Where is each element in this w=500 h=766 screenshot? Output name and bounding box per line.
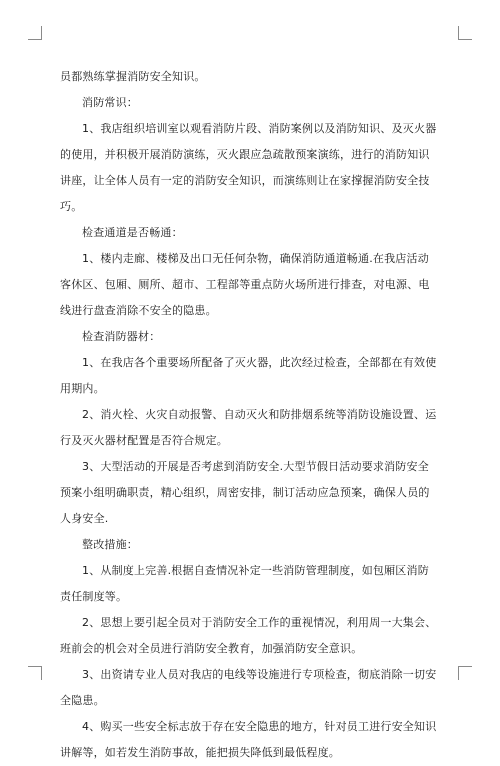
crop-mark-top-right bbox=[458, 26, 472, 40]
paragraph-equipment-item-1: 1、在我店各个重要场所配备了灭火器，此次经过检查，全部都在有效使用期内。 bbox=[60, 356, 437, 395]
paragraph-passage-item-1: 1、楼内走廊、楼梯及出口无任何杂物，确保消防通道畅通.在我店活动客休区、包厢、厕所、超市、工程部等重点防火场所进行排查，对电源、电线进行盘查消除不安全的隐患。 bbox=[60, 252, 430, 317]
heading-passage-check: 检查通道是否畅通： bbox=[82, 226, 183, 239]
paragraph-equipment-item-2: 2、消火栓、火灾自动报警、自动灭火和防排烟系统等消防设施设置、运行及灭火器材配置是否符合规定。 bbox=[60, 408, 437, 447]
paragraph-training: 1、我店组织培训室以观看消防片段、消防案例以及消防知识、及灭火器的使用，并积极开展消防演练，灭火跟应急疏散预案演练，进行的消防知识讲座，让全体人员有一定的消防安全知识，而演练则让在家撑握消防安全技巧。 bbox=[60, 122, 437, 213]
document-body bbox=[60, 64, 440, 766]
crop-mark-bottom-left bbox=[28, 666, 42, 680]
crop-mark-top-left bbox=[28, 26, 42, 40]
crop-mark-bottom-right bbox=[458, 666, 472, 680]
paragraph-continuation: 员都熟练掌握消防安全知识。 bbox=[60, 70, 206, 83]
paragraph-rectification-item-2: 2、思想上要引起全员对于消防安全工作的重视情况，利用周一大集会、班前会的机会对全员进行消防安全教育，加强消防安全意识。 bbox=[60, 616, 437, 655]
heading-fire-knowledge: 消防常识： bbox=[82, 96, 138, 109]
paragraph-equipment-item-3: 3、大型活动的开展是否考虑到消防安全.大型节假日活动要求消防安全预案小组明确职责，精心组织，周密安排，制订活动应急预案，确保人员的人身安全. bbox=[60, 460, 430, 525]
paragraph-rectification-item-1: 1、从制度上完善.根据自查情况补定一些消防管理制度，如包厢区消防责任制度等。 bbox=[60, 564, 429, 603]
paragraph-rectification-item-4: 4、购买一些安全标志放于存在安全隐患的地方，针对员工进行安全知识讲解等，如若发生消防事故，能把损失降低到最低程度。 bbox=[60, 720, 437, 759]
heading-equipment-check: 检查消防器材： bbox=[82, 330, 161, 343]
heading-rectification: 整改措施： bbox=[82, 538, 138, 551]
paragraph-rectification-item-3: 3、出资请专业人员对我店的电线等设施进行专项检查，彻底消除一切安全隐患。 bbox=[60, 668, 437, 707]
